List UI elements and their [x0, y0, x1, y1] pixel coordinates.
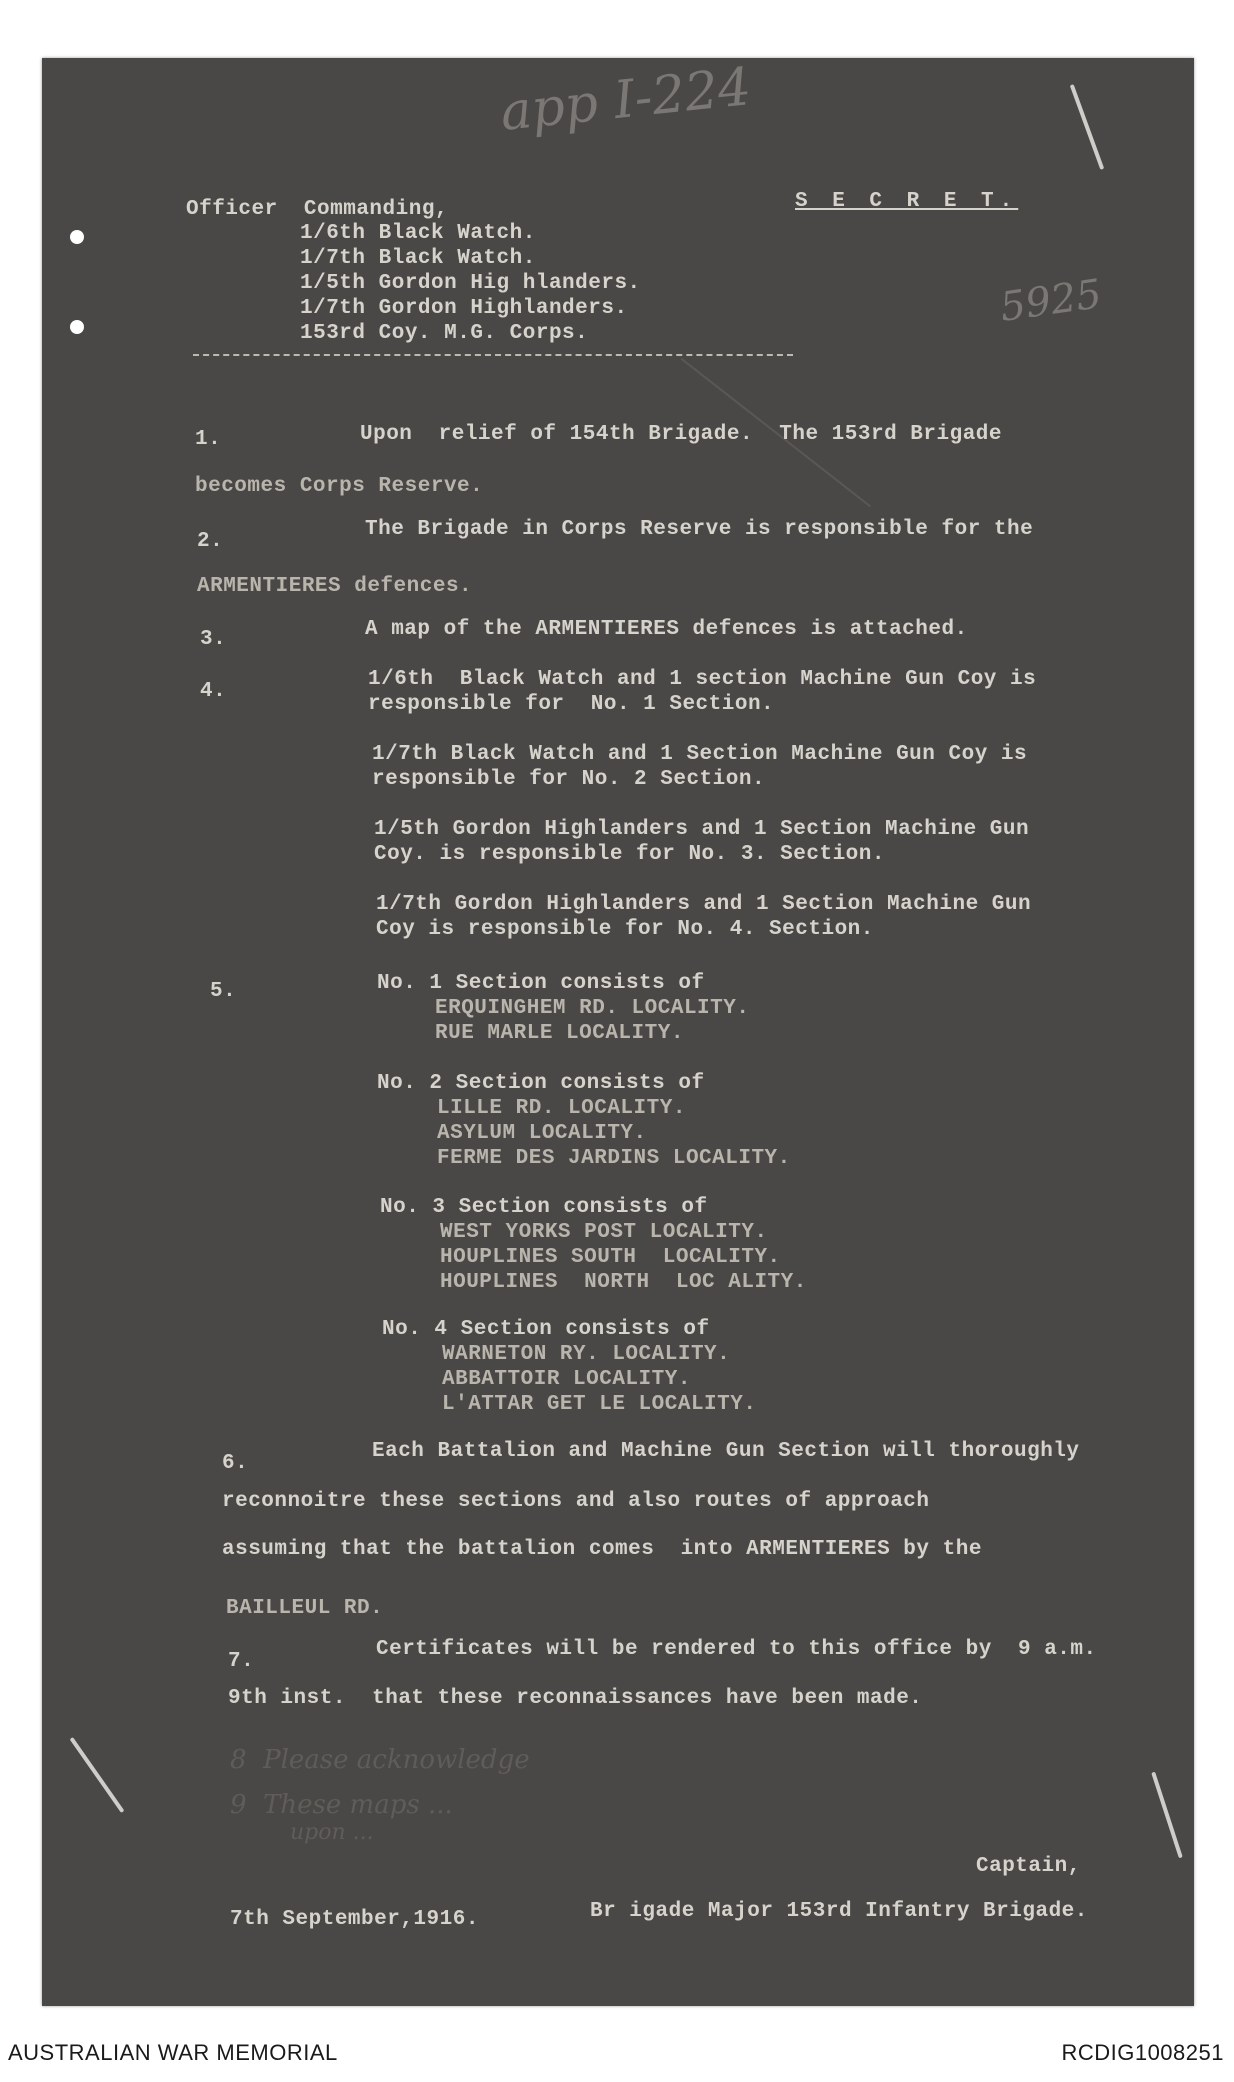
locality: FERME DES JARDINS LOCALITY. [437, 1147, 791, 1170]
punch-hole [70, 320, 84, 334]
locality: ERQUINGHEM RD. LOCALITY. [435, 997, 750, 1020]
para-text: becomes Corps Reserve. [195, 475, 484, 498]
unit-line: 1/7th Black Watch. [300, 247, 536, 270]
para-text: 1/7th Gordon Highlanders and 1 Section Machine Gun [376, 893, 1032, 916]
para-text: responsible for No. 2 Section. [372, 768, 766, 791]
para-text: Certificates will be rendered to this office by 9 a.m. [376, 1638, 1097, 1661]
para-text: Coy. is responsible for No. 3. Section. [374, 843, 885, 866]
para-text: Coy is responsible for No. 4. Section. [376, 918, 874, 941]
locality: HOUPLINES SOUTH LOCALITY. [440, 1246, 781, 1269]
para-text: 9th inst. that these reconnaissances have been made. [228, 1687, 923, 1710]
para-number: 3. [200, 628, 227, 651]
punch-hole [70, 230, 84, 244]
para-number: 4. [200, 680, 227, 703]
locality: HOUPLINES NORTH LOC ALITY. [440, 1271, 807, 1294]
para-text: The Brigade in Corps Reserve is responsible for the [365, 518, 1034, 541]
para-text: ARMENTIERES defences. [197, 575, 473, 598]
locality: ABBATTOIR LOCALITY. [442, 1368, 691, 1391]
para-text: BAILLEUL RD. [226, 1597, 384, 1620]
footer-catalog-id: RCDIG1008251 [1061, 2040, 1224, 2065]
para-text: 1/6th Black Watch and 1 section Machine Gun Coy is [368, 668, 1037, 691]
para-number: 7. [228, 1650, 255, 1673]
locality: WEST YORKS POST LOCALITY. [440, 1221, 768, 1244]
para-text: Each Battalion and Machine Gun Section will thoroughly [372, 1440, 1080, 1463]
section-heading: No. 1 Section consists of [377, 972, 705, 995]
handwritten-note-1: 8 Please acknowledge [230, 1745, 530, 1775]
classification-secret: S E C R E T. [795, 190, 1019, 213]
locality: RUE MARLE LOCALITY. [435, 1022, 684, 1045]
signatory-rank: Captain, [976, 1855, 1081, 1878]
locality: LILLE RD. LOCALITY. [437, 1097, 686, 1120]
signatory-title: Br igade Major 153rd Infantry Brigade. [590, 1900, 1088, 1923]
para-number: 1. [195, 428, 222, 451]
para-text: responsible for No. 1 Section. [368, 693, 775, 716]
para-text: assuming that the battalion comes into ARMENTIERES by the [222, 1538, 982, 1561]
para-number: 6. [222, 1452, 249, 1475]
para-text: Upon relief of 154th Brigade. The 153rd Brigade [360, 423, 1003, 446]
handwritten-note-3: upon ... [290, 1820, 374, 1845]
locality: WARNETON RY. LOCALITY. [442, 1343, 731, 1366]
unit-line: 1/5th Gordon Hig hlanders. [300, 272, 641, 295]
handwritten-note-2: 9 These maps ... [230, 1790, 453, 1820]
document-date: 7th September,1916. [230, 1908, 479, 1931]
handwritten-reference: app I-224 [497, 57, 754, 143]
handwritten-number: 5925 [997, 271, 1105, 331]
addressee: Officer Commanding, [186, 198, 449, 221]
section-heading: No. 3 Section consists of [380, 1196, 708, 1219]
locality: L'ATTAR GET LE LOCALITY. [442, 1393, 757, 1416]
para-text: 1/7th Black Watch and 1 Section Machine Gun Coy is [372, 743, 1028, 766]
para-text: A map of the ARMENTIERES defences is attached. [365, 618, 968, 641]
footer-institution: AUSTRALIAN WAR MEMORIAL [8, 2040, 338, 2065]
header-divider [193, 354, 793, 356]
para-text: reconnoitre these sections and also routes of approach [222, 1490, 930, 1513]
section-heading: No. 2 Section consists of [377, 1072, 705, 1095]
unit-line: 1/6th Black Watch. [300, 222, 536, 245]
unit-line: 153rd Coy. M.G. Corps. [300, 322, 589, 345]
locality: ASYLUM LOCALITY. [437, 1122, 647, 1145]
para-number: 5. [210, 980, 237, 1003]
unit-line: 1/7th Gordon Highlanders. [300, 297, 628, 320]
para-number: 2. [197, 530, 224, 553]
para-text: 1/5th Gordon Highlanders and 1 Section Machine Gun [374, 818, 1030, 841]
section-heading: No. 4 Section consists of [382, 1318, 710, 1341]
